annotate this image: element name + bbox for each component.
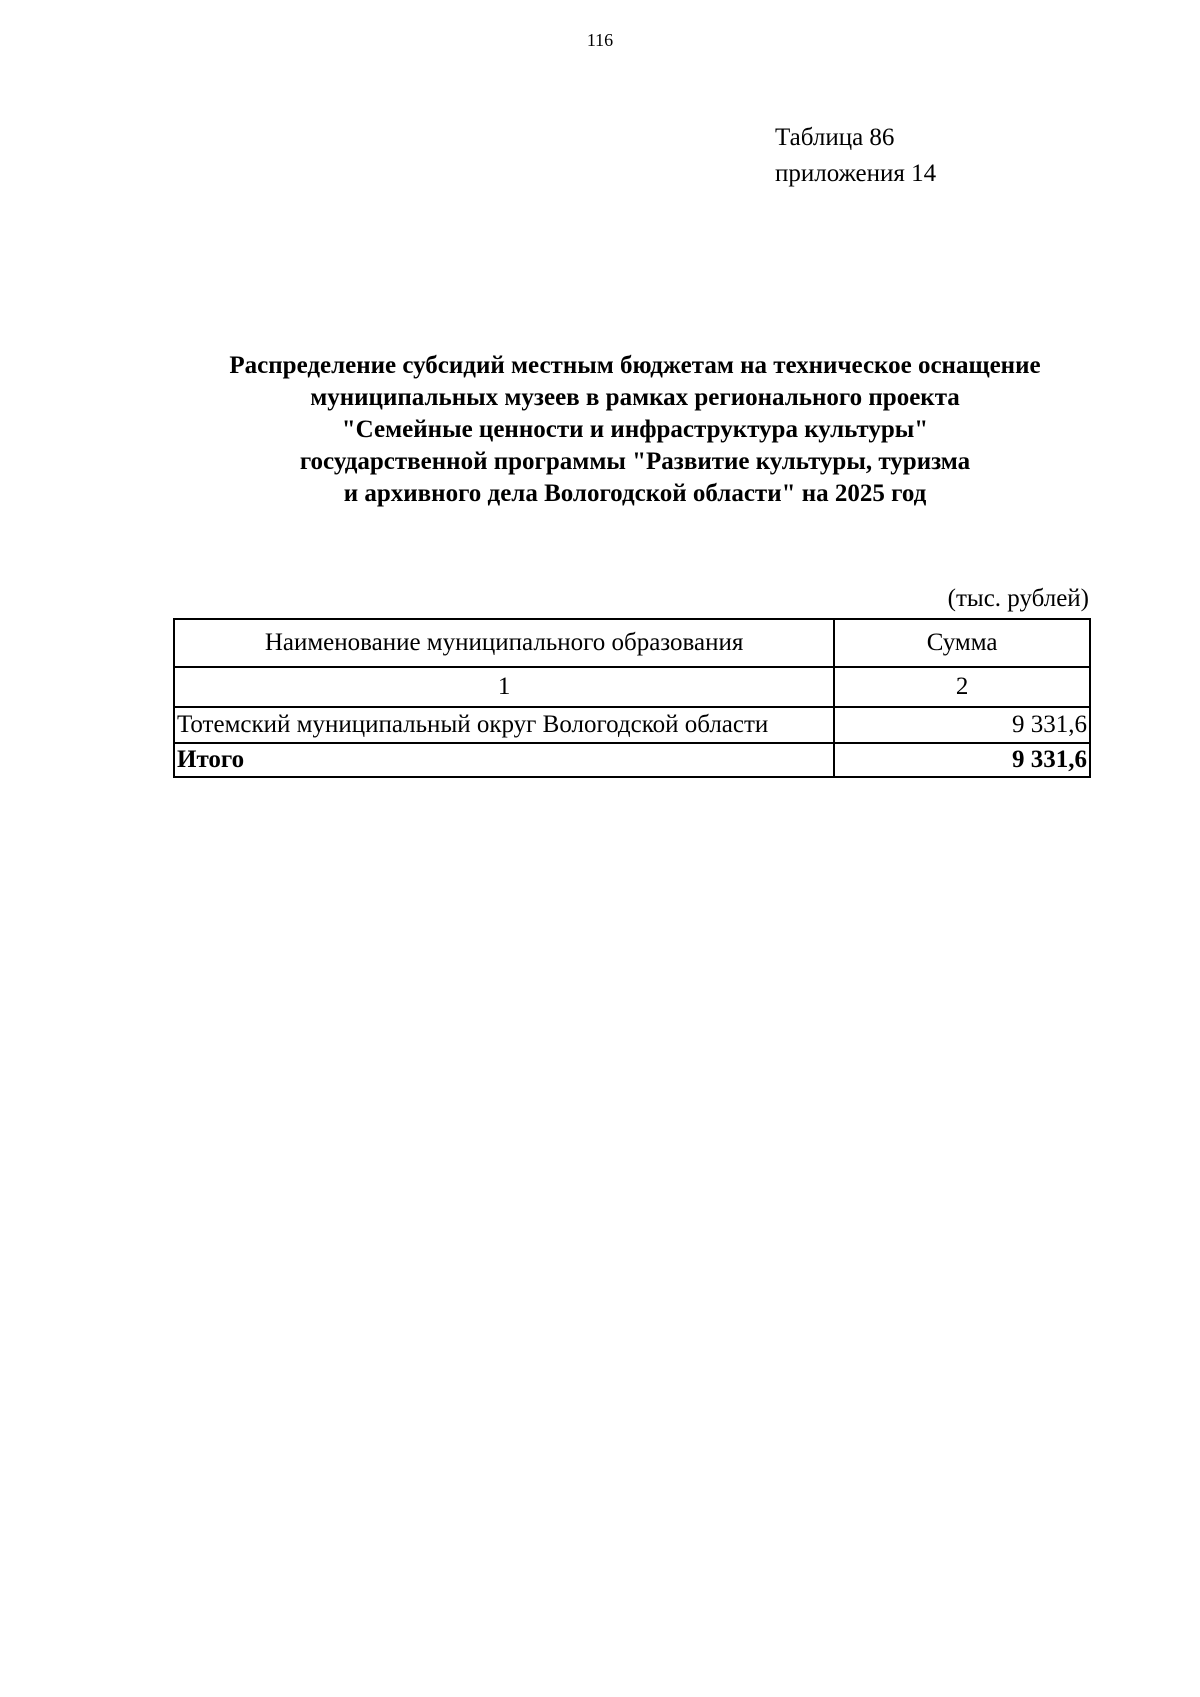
municipality-name: Тотемский муниципальный округ Вологодской области — [174, 707, 834, 743]
total-row — [174, 743, 1090, 777]
title-line: государственной программы "Развитие культуры, туризма — [299, 448, 971, 475]
column-number-sum: 2 — [834, 667, 1090, 707]
appendix-number: приложения 14 — [775, 160, 937, 187]
units-label: (тыс. рублей) — [947, 585, 1089, 612]
title-line: муниципальных музеев в рамках регионального проекта — [310, 384, 960, 411]
header-sum: Сумма — [834, 619, 1090, 667]
title-line: Распределение субсидий местным бюджетам на техническое оснащение — [229, 352, 1041, 379]
header-name: Наименование муниципального образования — [174, 619, 834, 667]
title-line: и архивного дела Вологодской области" на 2025 год — [343, 480, 927, 507]
table-row — [174, 707, 1090, 743]
header-row — [174, 619, 1090, 667]
page-number: 116 — [586, 30, 614, 50]
column-number-row — [174, 667, 1090, 707]
table-number: Таблица 86 — [775, 124, 895, 151]
column-number-name: 1 — [174, 667, 834, 707]
title-line: "Семейные ценности и инфраструктура культуры" — [341, 416, 929, 443]
document-title — [150, 350, 1120, 510]
total-label: Итого — [174, 743, 834, 777]
total-sum: 9 331,6 — [834, 743, 1090, 777]
subsidy-table — [173, 618, 1091, 778]
table-reference — [775, 120, 936, 192]
municipality-sum: 9 331,6 — [834, 707, 1090, 743]
